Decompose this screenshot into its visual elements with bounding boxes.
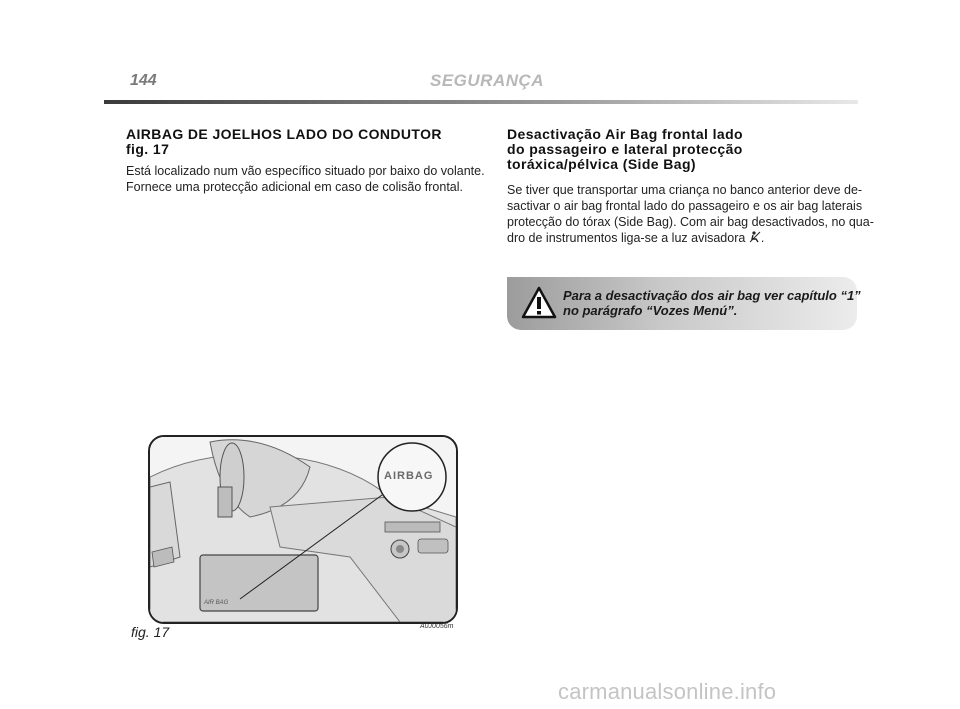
zoom-airbag-label: AIRBAG: [384, 470, 434, 482]
figure-code: A0J0056m: [420, 623, 454, 630]
watermark: carmanualsonline.info: [558, 679, 777, 704]
page-number: 144: [130, 72, 157, 89]
body-line-text: dro de instrumentos liga-se a luz avisadora: [507, 231, 746, 245]
dashboard-illustration: [150, 437, 456, 622]
knee-airbag-heading: [126, 127, 442, 157]
heading-line: AIRBAG DE JOELHOS LADO DO CONDUTOR: [126, 126, 442, 142]
body-line-end: .: [760, 231, 765, 245]
warning-triangle-icon: [521, 286, 557, 319]
warning-text: [563, 288, 861, 318]
figure-17: [148, 435, 458, 624]
panel-airbag-label: AIR BAG: [204, 600, 229, 606]
heading-line: fig. 17: [126, 141, 170, 157]
deactivation-heading: [507, 127, 743, 172]
body-line: sactivar o air bag frontal lado do passageiro e os air bag laterais: [507, 199, 863, 213]
body-line: Está localizado num vão específico situado por baixo do volante.: [126, 164, 485, 178]
heading-line: do passageiro e lateral protecção: [507, 141, 743, 157]
deactivation-text: [507, 182, 874, 246]
body-line: Se tiver que transportar uma criança no banco anterior deve de-: [507, 183, 863, 197]
heading-line: Desactivação Air Bag frontal lado: [507, 126, 743, 142]
body-line: [507, 230, 859, 246]
passenger-airbag-off-icon: [749, 231, 761, 243]
body-line: protecção do tórax (Side Bag). Com air bag desactivados, no qua-: [507, 215, 874, 229]
heading-line: toráxica/pélvica (Side Bag): [507, 156, 696, 172]
figure-caption: fig. 17: [131, 624, 170, 640]
warning-line: no parágrafo “Vozes Menú”.: [563, 303, 738, 318]
knee-airbag-text: [126, 163, 485, 195]
section-title: SEGURANÇA: [430, 71, 545, 90]
warning-line: Para a desactivação dos air bag ver capítulo “1”: [563, 288, 861, 303]
body-line: Fornece uma protecção adicional em caso de colisão frontal.: [126, 180, 463, 194]
header-rule: [104, 100, 858, 104]
warning-box: [507, 277, 861, 330]
